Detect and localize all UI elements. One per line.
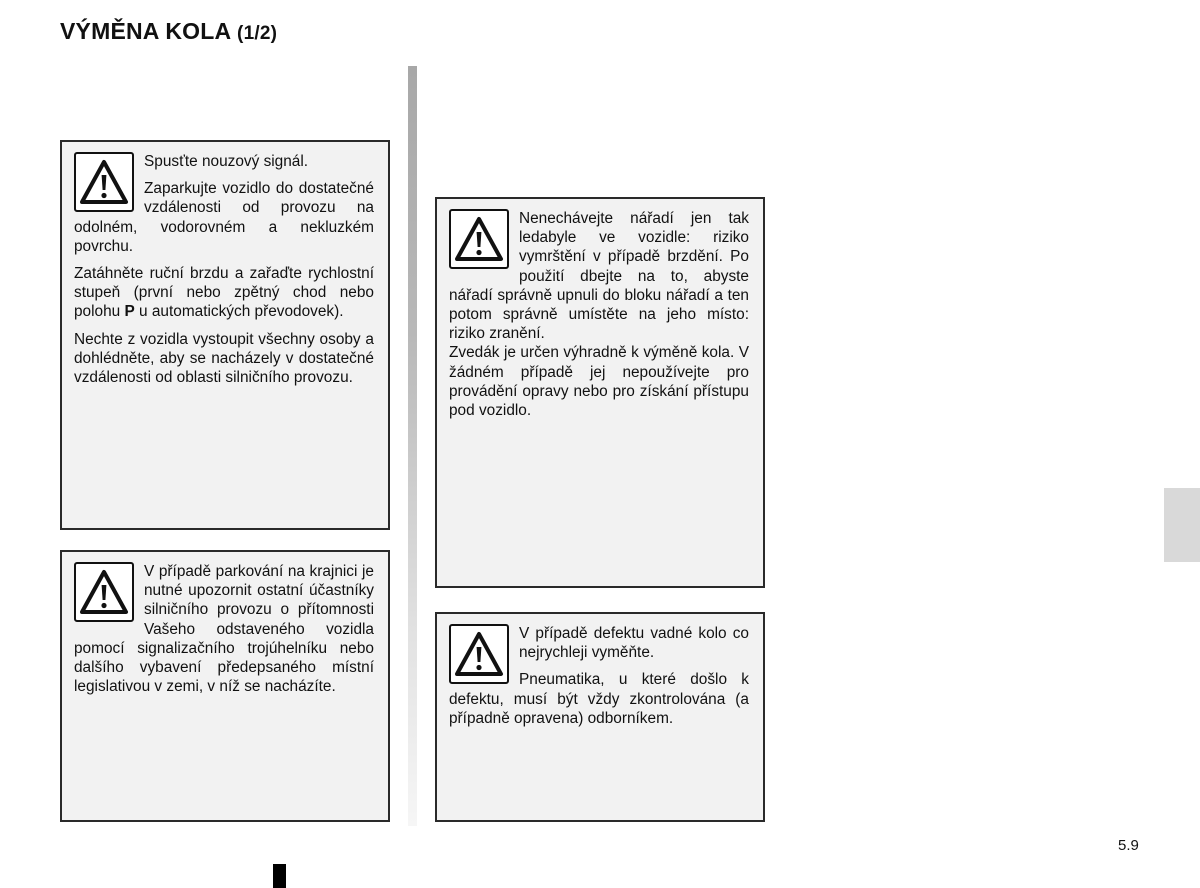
box1-p3-text-before: Zatáhněte ruční brzdu a zařaďte rychlostní stupeň (první nebo zpětný chod nebo polohu — [74, 265, 374, 321]
box1-paragraph-2: Zaparkujte vozidlo do dostatečné vzdálenosti od provozu na odolném, vodorovném a nekluzkém povrchu. — [74, 180, 374, 255]
box1-paragraph-3 — [74, 264, 374, 322]
box4-paragraph-2: Pneumatika, u které došlo k defektu, musí být vždy zkontrolována (a případně opravena) odborníkem. — [449, 671, 749, 727]
page-title — [60, 18, 277, 45]
page-title-main: VÝMĚNA KOLA — [60, 18, 231, 44]
box3-paragraph-2: Zvedák je určen výhradně k výměně kola. V žádném případě jej nepoužívejte pro provádění opravy nebo pro získání přístupu pod vozidlo. — [449, 344, 749, 420]
warning-box-roadside — [60, 550, 390, 822]
box1-paragraph-4: Nechte z vozidla vystoupit všechny osoby a dohlédněte, aby se nacházely v dostatečné vzdálenosti od oblasti silničního provozu. — [74, 330, 374, 387]
box4-paragraph-1: V případě defektu vadné kolo co nejrychleji vyměňte. — [519, 625, 749, 662]
warning-triangle-icon — [74, 562, 134, 622]
box1-p3-text-after: u automatických převodovek). — [134, 303, 344, 321]
crop-mark — [273, 864, 286, 888]
warning-triangle-icon — [449, 624, 509, 684]
section-tab — [1164, 488, 1200, 562]
box3-paragraph-1: Nenechávejte nářadí jen tak ledabyle ve vozidle: riziko vymrštění v případě brzdění. Po použití dbejte na to, abyste nářadí správně upnuli do bloku nářadí a ten potom správně umístěte na jeho místo: riziko zranění. — [449, 210, 749, 343]
box2-paragraph-1: V případě parkování na krajnici je nutné upozornit ostatní účastníky silničního provozu o přítomnosti Vašeho odstaveného vozidla pomocí signalizačního trojúhelníku nebo dalšího vybavení předepsaného místní legislativou v zemi, v níž se nacházíte. — [74, 563, 374, 696]
warning-triangle-icon — [449, 209, 509, 269]
page-number: 5.9 — [1118, 837, 1139, 854]
column-divider — [408, 66, 417, 826]
page-title-part: (1/2) — [237, 23, 278, 44]
box1-paragraph-1: Spusťte nouzový signál. — [144, 153, 309, 170]
warning-box-puncture — [435, 612, 765, 822]
warning-triangle-icon — [74, 152, 134, 212]
warning-box-tools — [435, 197, 765, 588]
warning-box-parking — [60, 140, 390, 530]
box1-p3-bold-p: P — [124, 303, 135, 321]
